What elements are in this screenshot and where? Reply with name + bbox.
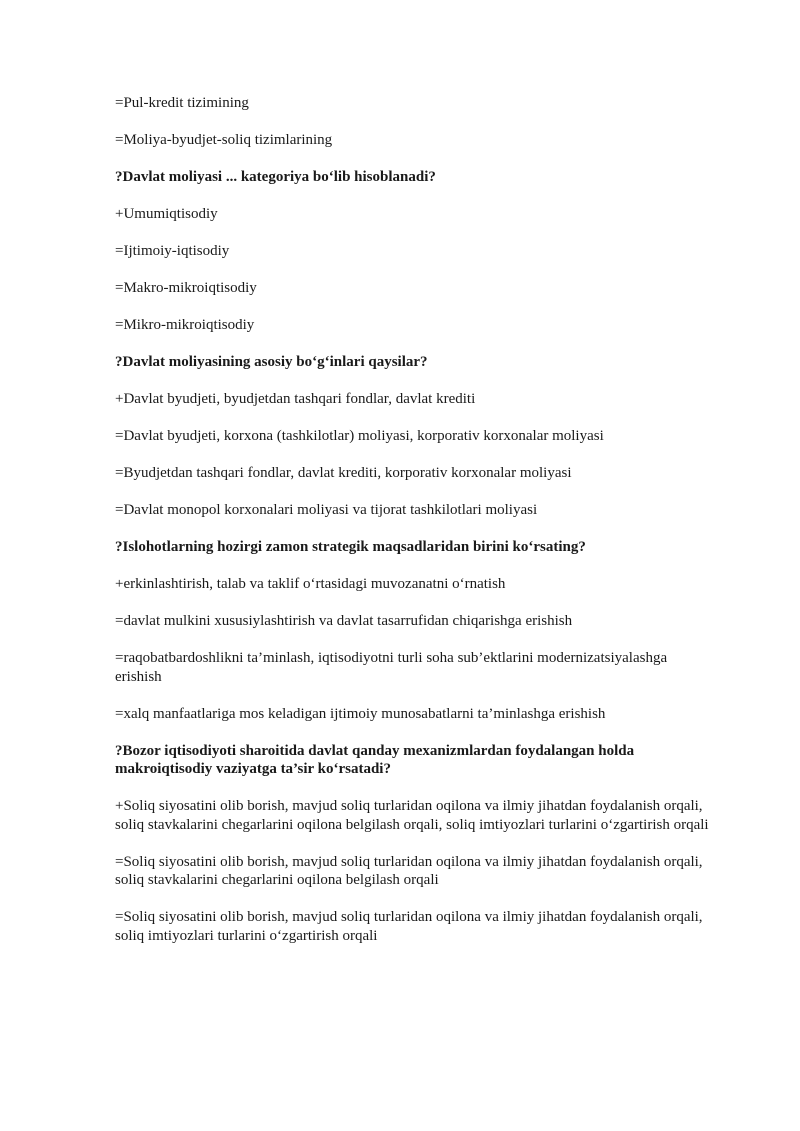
answer-option: =Mikro-mikroiqtisodiy [115, 317, 255, 333]
question-text: ?Davlat moliyasining asosiy bo‘g‘inlari qaysilar? [115, 354, 428, 370]
answer-option: +Soliq siyosatini olib borish, mavjud soliq turlaridan oqilona va ilmiy jihatdan foydalanish orqali, soliq stavkalarini chegarlarini oqilona belgilash orqali, soliq imtiyozlari turlarini o‘zgartirish orqali [115, 798, 709, 833]
answer-option: =Davlat byudjeti, korxona (tashkilotlar) moliyasi, korporativ korxonalar moliyasi [115, 428, 604, 444]
answer-option: =Soliq siyosatini olib borish, mavjud soliq turlaridan oqilona va ilmiy jihatdan foydalanish orqali, soliq imtiyozlari turlarini o‘zgartirish orqali [115, 909, 703, 944]
answer-option: =davlat mulkini xususiylashtirish va davlat tasarrufidan chiqarishga erishish [115, 613, 573, 629]
answer-option: =Soliq siyosatini olib borish, mavjud soliq turlaridan oqilona va ilmiy jihatdan foydalanish orqali, soliq stavkalarini chegarlarini oqilona belgilash orqali [115, 853, 703, 888]
answer-option: =Moliya-byudjet-soliq tizimlarining [115, 132, 333, 148]
question-text: ?Islohotlarning hozirgi zamon strategik maqsadlaridan birini ko‘rsating? [115, 539, 586, 555]
answer-option: +erkinlashtirish, talab va taklif o‘rtasidagi muvozanatni o‘rnatish [115, 576, 506, 592]
document-page [115, 94, 715, 964]
question-text: ?Davlat moliyasi ... kategoriya bo‘lib hisoblanadi? [115, 169, 436, 185]
answer-option: =xalq manfaatlariga mos keladigan ijtimoiy munosabatlarni ta’minlashga erishish [115, 705, 606, 722]
answer-option: =Pul-kredit tizimining [115, 95, 249, 111]
answer-option: =Byudjetdan tashqari fondlar, davlat krediti, korporativ korxonalar moliyasi [115, 465, 572, 481]
answer-option: +Umumiqtisodiy [115, 206, 218, 222]
answer-option: +Davlat byudjeti, byudjetdan tashqari fondlar, davlat krediti [115, 391, 476, 407]
answer-option: =Makro-mikroiqtisodiy [115, 280, 257, 296]
answer-option: =raqobatbardoshlikni ta’minlash, iqtisodiyotni turli soha sub’ektlarini modernizatsiyalashga erishish [115, 650, 668, 685]
question-text: ?Bozor iqtisodiyoti sharoitida davlat qanday mexanizmlardan foydalangan holda makroiqtisodiy vaziyatga ta’sir ko‘rsatadi? [115, 742, 635, 777]
answer-option: =Davlat monopol korxonalari moliyasi va tijorat tashkilotlari moliyasi [115, 502, 538, 518]
answer-option: =Ijtimoiy-iqtisodiy [115, 243, 230, 259]
